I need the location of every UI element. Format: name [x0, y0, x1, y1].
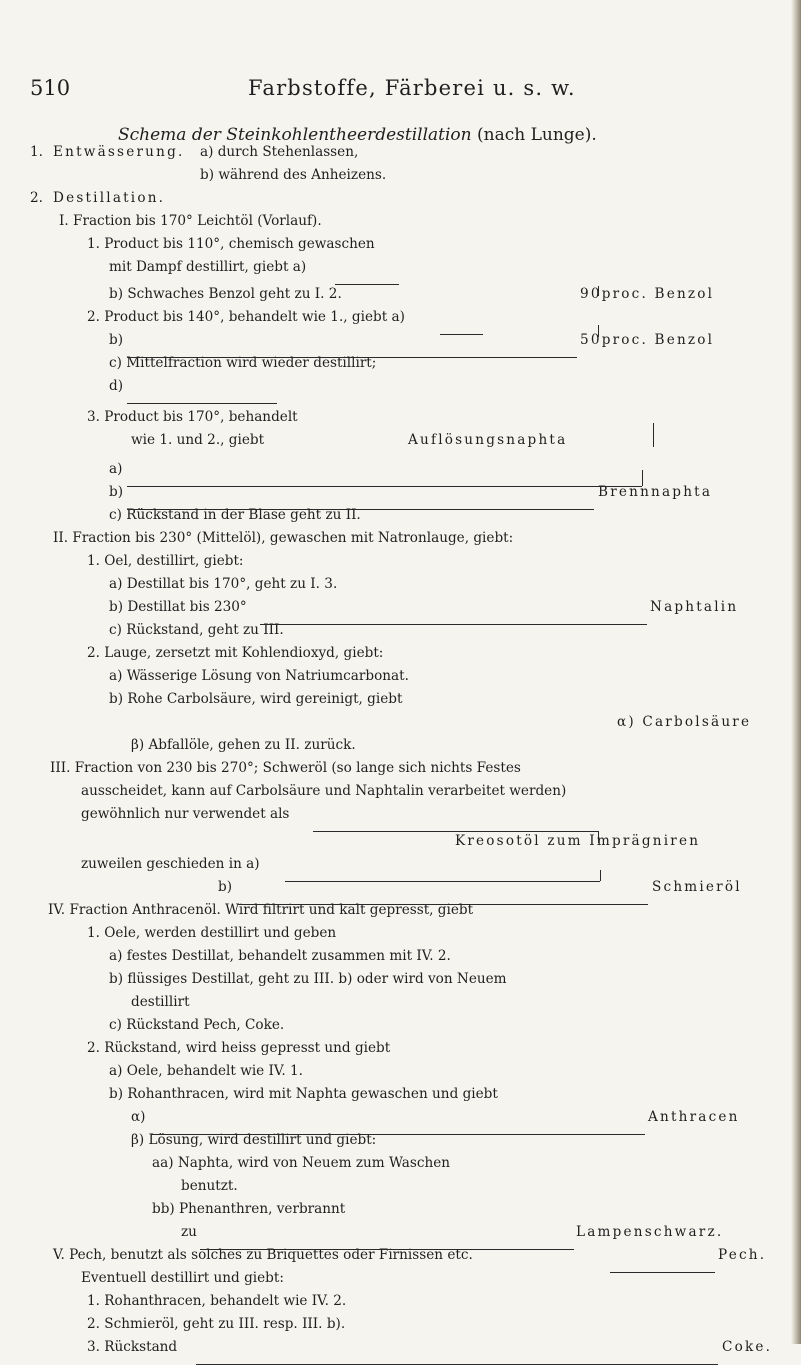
- schema-line-text: 1.: [30, 144, 43, 160]
- leader-2d: [127, 403, 277, 404]
- schema-line: [0, 619, 801, 641]
- schema-line: [0, 375, 801, 397]
- schema-line: [0, 642, 801, 664]
- schema-line-text: I. Fraction bis 170° Leichtöl (Vorlauf).: [59, 213, 322, 229]
- schema-line: [0, 1060, 801, 1082]
- schema-line: [0, 991, 801, 1013]
- schema-line-text: 2.: [30, 190, 43, 206]
- page-header: [30, 76, 770, 108]
- schema-line: [0, 596, 801, 618]
- leader-iv-alpha: [151, 1134, 645, 1135]
- leader-2b: [127, 357, 577, 358]
- schema-product-label: Pech.: [718, 1247, 767, 1263]
- schema-line: [0, 283, 801, 305]
- schema-line-text: c) Mittelfraction wird wieder destillirt;: [109, 355, 377, 371]
- schema-line: [0, 164, 801, 186]
- schema-product-label: Coke.: [722, 1339, 773, 1355]
- schema-title-rest: (nach Lunge).: [477, 125, 597, 145]
- schema-line-text: b): [109, 484, 124, 500]
- schema-line-text: b) Rohe Carbolsäure, wird gereinigt, giebt: [109, 691, 403, 707]
- schema-line-text: destillirt: [131, 994, 190, 1010]
- schema-product-label: Destillation.: [53, 190, 166, 206]
- schema-line: [0, 1313, 801, 1335]
- schema-line-text: zu: [181, 1224, 197, 1240]
- leader-1a: [335, 284, 399, 285]
- schema-line: [0, 329, 801, 351]
- schema-line: [0, 665, 801, 687]
- schema-line-text: β) Lösung, wird destillirt und giebt:: [131, 1132, 377, 1148]
- schema-line-text: benutzt.: [181, 1178, 238, 1194]
- schema-line-text: c) Rückstand Pech, Coke.: [109, 1017, 285, 1033]
- schema-line-text: b): [109, 332, 124, 348]
- schema-line-text: mit Dampf destillirt, giebt a): [109, 259, 307, 275]
- schema-line-text: b): [218, 879, 233, 895]
- schema-line-text: III. Fraction von 230 bis 270°; Schweröl (so lange sich nichts Festes: [50, 760, 521, 776]
- schema-product-label: Brennnaphta: [598, 484, 713, 500]
- schema-product-label: Auflösungsnaphta: [408, 432, 568, 448]
- schema-line: [0, 233, 801, 255]
- schema-line-text: 1. Rohanthracen, behandelt wie IV. 2.: [87, 1293, 347, 1309]
- schema-line-text: zuweilen geschieden in a): [81, 856, 260, 872]
- schema-line: [0, 187, 801, 209]
- schema-line-text: b) Destillat bis 230°: [109, 599, 247, 615]
- schema-line-text: a) Oele, behandelt wie IV. 1.: [109, 1063, 303, 1079]
- schema-line-text: a): [109, 461, 123, 477]
- schema-line: [0, 1037, 801, 1059]
- schema-line: [0, 504, 801, 526]
- schema-line-text: aa) Naphta, wird von Neuem zum Waschen: [152, 1155, 451, 1171]
- schema-line-text: b) während des Anheizens.: [200, 167, 387, 183]
- schema-product-label: Schmieröl: [652, 879, 742, 895]
- schema-line-text: c) Rückstand in der Blase geht zu II.: [109, 507, 361, 523]
- schema-line: [0, 853, 801, 875]
- schema-line: [0, 711, 801, 733]
- schema-line: [0, 1175, 801, 1197]
- schema-line-text: gewöhnlich nur verwendet als: [81, 806, 290, 822]
- schema-line: [0, 968, 801, 990]
- schema-product-label: Naphtalin: [650, 599, 739, 615]
- schema-line-text: β) Abfallöle, gehen zu II. zurück.: [131, 737, 356, 753]
- schema-line: [0, 352, 801, 374]
- schema-line: [0, 1336, 801, 1358]
- schema-line-text: α): [131, 1109, 146, 1125]
- leader-2a-drop: [598, 325, 599, 337]
- leader-1a-drop: [598, 286, 599, 296]
- schema-line: [0, 1014, 801, 1036]
- leader-iii-b: [238, 904, 648, 905]
- schema-line-text: a) festes Destillat, behandelt zusammen mit IV. 2.: [109, 948, 451, 964]
- schema-product-label: Anthracen: [648, 1109, 740, 1125]
- schema-line: [0, 1198, 801, 1220]
- schema-line: [0, 922, 801, 944]
- leader-2a: [440, 334, 483, 335]
- leader-3a-drop: [642, 470, 643, 486]
- schema-title-italic: Schema der Steinkohlentheerdestillation: [118, 125, 472, 145]
- schema-line-text: b) flüssiges Destillat, geht zu III. b) oder wird von Neuem: [109, 971, 507, 987]
- schema-line: [0, 1221, 801, 1243]
- schema-line-text: bb) Phenanthren, verbrannt: [152, 1201, 346, 1217]
- schema-line: [0, 306, 801, 328]
- schema-product-label: 90proc. Benzol: [580, 286, 715, 302]
- schema-line-text: 1. Product bis 110°, chemisch gewaschen: [87, 236, 375, 252]
- schema-line: [0, 481, 801, 503]
- schema-line-text: 1. Oele, werden destillirt und geben: [87, 925, 337, 941]
- schema-line-text: V. Pech, benutzt als solches zu Briquettes oder Firnissen etc.: [53, 1247, 473, 1263]
- schema-line-text: c) Rückstand, geht zu III.: [109, 622, 284, 638]
- leader-pech: [610, 1272, 715, 1273]
- schema-product-label: Kreosotöl zum Imprägniren: [455, 833, 701, 849]
- schema-line: [0, 1129, 801, 1151]
- schema-product-label: 50proc. Benzol: [580, 332, 715, 348]
- schema-line: [0, 573, 801, 595]
- schema-product-label: Lampenschwarz.: [576, 1224, 724, 1240]
- leader-iii-a: [285, 881, 600, 882]
- schema-line: [0, 210, 801, 232]
- schema-line: [0, 256, 801, 278]
- schema-line: [0, 1106, 801, 1128]
- schema-line: [0, 830, 801, 852]
- schema-line-text: wie 1. und 2., giebt: [131, 432, 265, 448]
- leader-iii-a-drop: [600, 870, 601, 881]
- leader-3-bar: [653, 423, 654, 447]
- schema-line: [0, 688, 801, 710]
- schema-line-text: Eventuell destillirt und giebt:: [81, 1270, 284, 1286]
- schema-line-text: ausscheidet, kann auf Carbolsäure und Naphtalin verarbeitet werden): [81, 783, 567, 799]
- schema-line: [0, 780, 801, 802]
- schema-line: [0, 757, 801, 779]
- schema-line-text: b) Rohanthracen, wird mit Naphta gewaschen und giebt: [109, 1086, 498, 1102]
- schema-line: [0, 1083, 801, 1105]
- schema-line-text: 2. Schmieröl, geht zu III. resp. III. b).: [87, 1316, 346, 1332]
- schema-line: [0, 527, 801, 549]
- schema-line-text: 2. Product bis 140°, behandelt wie 1., giebt a): [87, 309, 405, 325]
- leader-ii-b: [260, 624, 647, 625]
- schema-line-text: a) Wässerige Lösung von Natriumcarbonat.: [109, 668, 409, 684]
- leader-iii: [313, 831, 598, 832]
- schema-line: [0, 945, 801, 967]
- schema-line: [0, 406, 801, 428]
- schema-product-label: Entwässerung.: [53, 144, 185, 160]
- schema-line: [0, 803, 801, 825]
- schema-line: [0, 734, 801, 756]
- schema-line: [0, 899, 801, 921]
- schema-line-text: 2. Rückstand, wird heiss gepresst und giebt: [87, 1040, 391, 1056]
- schema-line: [0, 141, 801, 163]
- leader-lampenschwarz: [200, 1249, 574, 1250]
- schema-line: [0, 1152, 801, 1174]
- schema-line: [0, 876, 801, 898]
- schema-line: [0, 1244, 801, 1266]
- schema-line-text: 3. Product bis 170°, behandelt: [87, 409, 298, 425]
- schema-line-text: a) durch Stehenlassen,: [200, 144, 359, 160]
- schema-line: [0, 458, 801, 480]
- leader-3a: [127, 486, 642, 487]
- leader-3b: [127, 509, 594, 510]
- schema-line: [0, 1267, 801, 1289]
- schema-line-text: 1. Oel, destillirt, giebt:: [87, 553, 244, 569]
- schema-line-text: b) Schwaches Benzol geht zu I. 2.: [109, 286, 342, 302]
- schema-line-text: II. Fraction bis 230° (Mittelöl), gewaschen mit Natronlauge, giebt:: [53, 530, 514, 546]
- schema-line: [0, 429, 801, 451]
- running-title: Farbstoffe, Färberei u. s. w.: [248, 76, 576, 100]
- schema-line-text: 2. Lauge, zersetzt mit Kohlendioxyd, giebt:: [87, 645, 384, 661]
- schema-line-text: 3. Rückstand: [87, 1339, 178, 1355]
- leader-iii-drop: [598, 831, 599, 843]
- schema-line: [0, 1290, 801, 1312]
- schema-product-label: α) Carbolsäure: [617, 714, 752, 730]
- schema-line: [0, 550, 801, 572]
- page-number: 510: [30, 76, 71, 100]
- schema-line-text: d): [109, 378, 124, 394]
- schema-line-text: a) Destillat bis 170°, geht zu I. 3.: [109, 576, 338, 592]
- schema-line-text: IV. Fraction Anthracenöl. Wird filtrirt und kalt gepresst, giebt: [48, 902, 474, 918]
